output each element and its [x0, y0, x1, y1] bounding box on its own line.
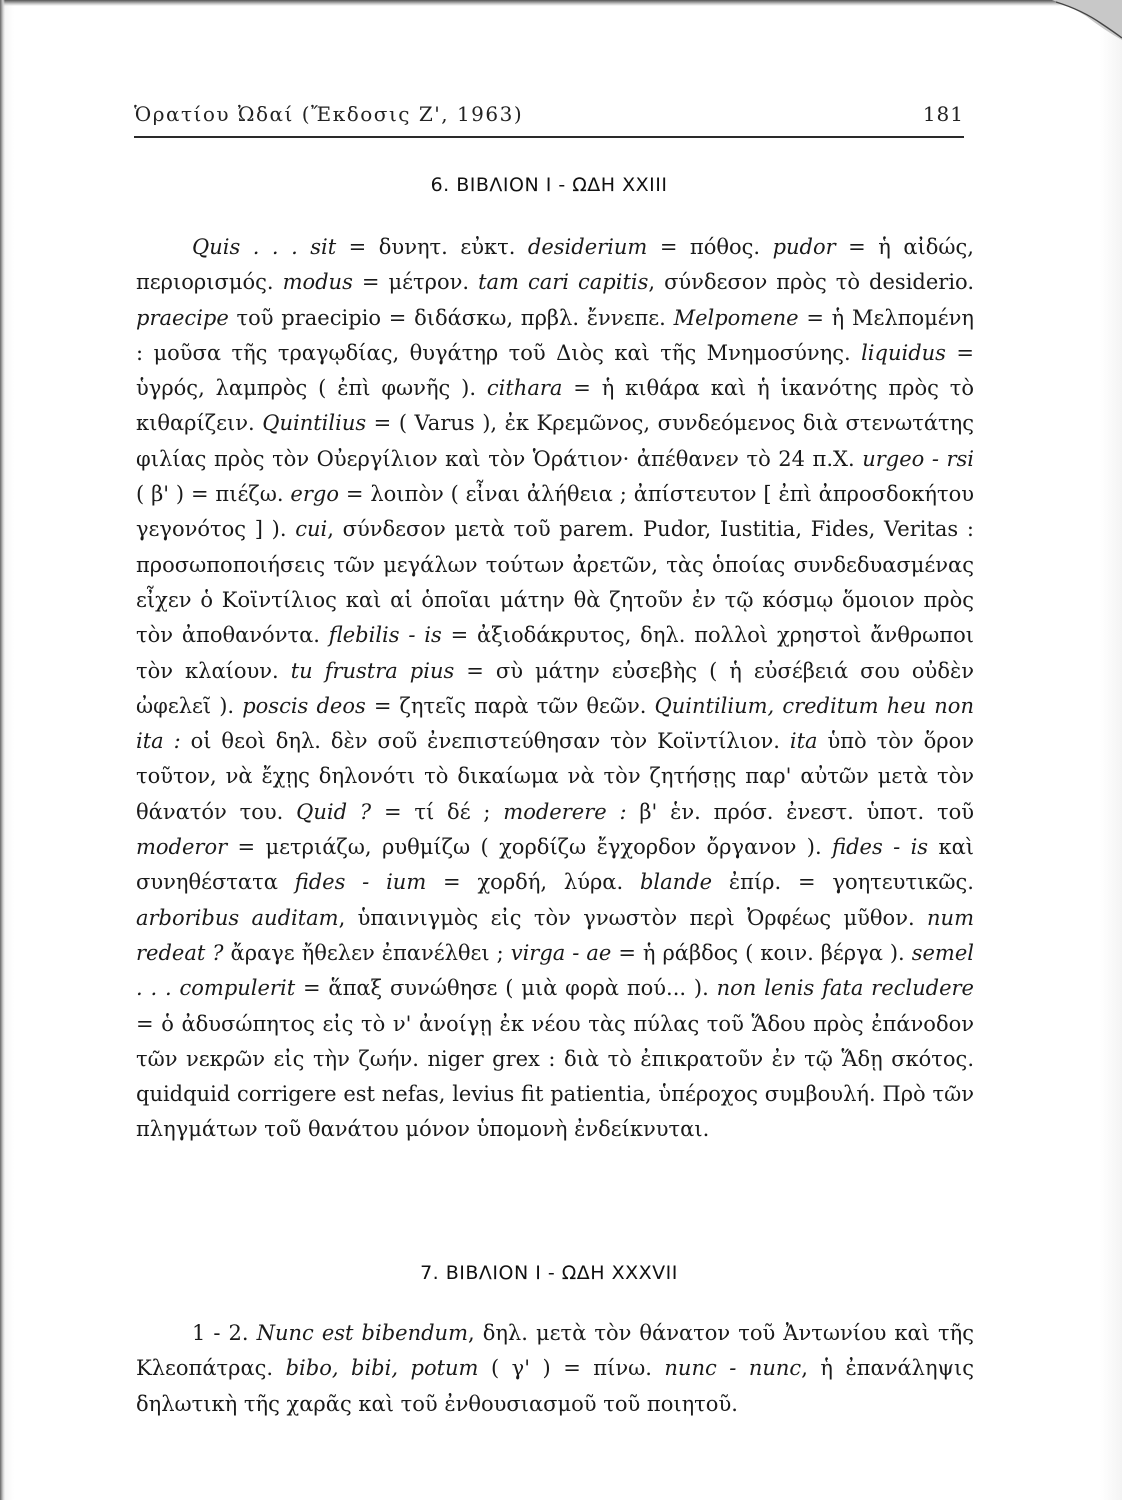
gloss-text: = μέτρον. — [352, 270, 479, 295]
gloss-text: ἐπίρ. = γοητευτικῶς. — [712, 870, 974, 895]
gloss-text: καὶ συνηθέστατα — [136, 835, 975, 895]
gloss-text: = πόθος. — [647, 235, 773, 259]
commentary-paragraph — [136, 230, 974, 1148]
latin-lemma: semel . . . compulerit — [136, 940, 974, 1001]
gloss-text: = σὺ μάτην εὐσεβὴς ( ἡ εὐσέβειά σου οὐδὲν ὠφελεῖ ). — [136, 658, 975, 718]
latin-lemma: cithara — [486, 376, 563, 401]
latin-lemma: Nunc est bibendum — [256, 1321, 468, 1345]
latin-lemma: desiderium — [527, 235, 648, 259]
section-body-ode-37 — [136, 1316, 974, 1422]
section-body-ode-23 — [136, 230, 974, 1148]
gloss-text: = δυνητ. εὐκτ. — [336, 235, 528, 259]
gloss-text: ( β' ) = πιέζω. — [136, 482, 291, 507]
gloss-text: = χορδή, λύρα. — [426, 870, 640, 895]
gloss-text: , δηλ. μετὰ τὸν θάνατον τοῦ Ἀντωνίου καὶ τῆς Κλεοπάτρας. — [136, 1321, 974, 1381]
latin-lemma: moderere : — [503, 799, 627, 824]
gloss-text: ( γ' ) = πίνω. — [478, 1356, 665, 1381]
gloss-text: = ἡ αἰδώς, περιορισμός. — [136, 235, 974, 295]
gloss-text: οἱ θεοὶ δηλ. δὲν σοῦ ἐνεπιστεύθησαν τὸν Κοϊντίλιον. — [180, 729, 790, 754]
gloss-text: = ἡ ράβδος ( κοιν. βέργα ). — [611, 940, 912, 965]
gloss-text: ἄραγε ἤθελεν ἐπανέλθει ; — [223, 940, 511, 965]
latin-lemma: praecipe — [136, 305, 229, 330]
latin-lemma: flebilis - is — [328, 623, 442, 648]
latin-lemma: pudor — [772, 235, 836, 259]
latin-lemma: Quintilius — [262, 411, 367, 436]
gloss-text: , ὑπαινιγμὸς εἰς τὸν γνωστὸν περὶ Ὀρφέως μῦθον. — [338, 905, 928, 930]
latin-lemma: poscis deos — [242, 693, 366, 718]
gloss-text: = ὁ ἀδυσώπητος εἰς τὸ ν' ἀνοίγῃ ἐκ νέου τὰς πύλας τοῦ Ἅδου πρὸς ἐπάνοδον τῶν νεκρῶν εἰς τὴν ζωήν. niger grex : διὰ τὸ ἐπικρατοῦν ἐν τῷ Ἅδῃ σκότος. quidquid corrigere est nefas, levius fit patientia, ὑπέροχος συμβουλή. Πρὸ τῶν πληγμάτων τοῦ θανάτου μόνον ὑπομονὴ ἐνδείκνυται. — [136, 1011, 974, 1142]
scan-edge-top — [0, 0, 1122, 6]
latin-lemma: arboribus auditam — [136, 905, 339, 930]
gloss-text: = ἡ Μελπομένη : μοῦσα τῆς τραγῳδίας, θυγάτηρ τοῦ Διὸς καὶ τῆς Μνημοσύνης. — [136, 305, 974, 365]
latin-lemma: nunc - nunc — [664, 1356, 802, 1381]
latin-lemma: modus — [282, 270, 353, 295]
gloss-text: = μετριάζω, ρυθμίζω ( χορδίζω ἔγχορδον ὄργανον ). — [227, 835, 833, 860]
gloss-text: τοῦ praecipio = διδάσκω, πρβλ. ἔννεπε. — [228, 305, 674, 330]
page-corner-fold — [1052, 0, 1122, 44]
gloss-text: = τί δέ ; — [371, 799, 504, 824]
latin-lemma: tu frustra pius — [290, 658, 455, 683]
commentary-paragraph — [136, 1316, 974, 1422]
gloss-text: , ἡ ἐπανάληψις δηλωτικὴ τῆς χαρᾶς καὶ τοῦ ἐνθουσιασμοῦ τοῦ ποιητοῦ. — [136, 1356, 974, 1416]
latin-lemma: bibo, bibi, potum — [285, 1356, 479, 1381]
scan-edge-left — [0, 0, 5, 1500]
latin-lemma: urgeo - rsi — [862, 446, 974, 471]
latin-lemma: ita — [789, 729, 818, 754]
gloss-text: = ὑγρός, λαμπρὸς ( ἐπὶ φωνῆς ). — [136, 340, 974, 401]
gloss-text: = λοιπὸν ( εἶναι ἀλήθεια ; ἀπίστευτον [ ἐπὶ ἀπροσδοκήτου γεγονότος ] ). — [136, 482, 975, 542]
running-head-title: Ὁρατίου Ὠδαί (Ἔκδοσις Ζ', 1963) — [134, 102, 524, 126]
latin-lemma: tam cari capitis — [478, 270, 649, 295]
latin-lemma: fides - ium — [294, 870, 427, 895]
gloss-text: , σύνδεσον πρὸς τὸ desiderio. — [648, 270, 974, 295]
latin-lemma: blande — [639, 870, 713, 895]
gloss-text: ὑπὸ τὸν ὅρον τοῦτον, νὰ ἔχῃς δηλονότι τὸ δικαίωμα νὰ τὸν ζητήσῃς παρ' αὐτῶν μετὰ τὸν θάνατόν του. — [136, 729, 974, 824]
latin-lemma: Quid ? — [296, 799, 372, 824]
latin-lemma: liquidus — [861, 340, 946, 365]
gloss-text: = ( Varus ), ἐκ Κρεμῶνος, συνδεόμενος διὰ στενωτάτης φιλίας πρὸς τὸν Οὐεργίλιον καὶ τὸν Ὁράτιον· ἀπέθανεν τὸ 24 π.Χ. — [136, 411, 974, 471]
section-heading-ode-37: 7. ΒΙΒΛΙΟΝ Ι - ΩΔΗ XXXVII — [420, 1262, 678, 1284]
header-rule — [134, 136, 964, 138]
gloss-text: β' ἑν. πρόσ. ἐνεστ. ὑποτ. τοῦ — [626, 799, 974, 824]
gloss-text: 1 - 2. — [192, 1321, 257, 1345]
latin-lemma: non lenis fata recludere — [716, 976, 974, 1001]
gloss-text: = ἡ κιθάρα καὶ ἡ ἱκανότης πρὸς τὸ κιθαρίζειν. — [136, 376, 974, 436]
latin-lemma: Melpomene — [673, 305, 799, 330]
latin-lemma: Quintilium, creditum heu non ita : — [136, 693, 974, 754]
latin-lemma: Quis . . . sit — [192, 235, 337, 259]
gloss-text: , σύνδεσον μετὰ τοῦ parem. Pudor, Iustitia, Fides, Veritas : προσωποποιήσεις τῶν μεγάλων τούτων ἀρετῶν, τὰς ὁποίας συνδεδυασμένας εἶχεν ὁ Κοϊντίλιος καὶ αἱ ὁποῖαι μάτην θὰ ζητοῦν ἐν τῷ κόσμῳ ὅμοιον πρὸς τὸν ἀποθανόντα. — [136, 517, 974, 648]
latin-lemma: ergo — [290, 482, 339, 507]
latin-lemma: num redeat ? — [136, 905, 974, 965]
gloss-text: = ἀξιοδάκρυτος, δηλ. πολλοὶ χρηστοὶ ἄνθρωποι τὸν κλαίουν. — [136, 623, 974, 683]
page-number: 181 — [922, 102, 964, 126]
latin-lemma: moderor — [136, 835, 228, 860]
gloss-text: = ζητεῖς παρὰ τῶν θεῶν. — [365, 693, 655, 718]
latin-lemma: virga - ae — [510, 940, 612, 965]
section-heading-ode-23: 6. ΒΙΒΛΙΟΝ Ι - ΩΔΗ XXIII — [430, 174, 668, 196]
running-head — [134, 98, 964, 134]
gloss-text: = ἅπαξ συνώθησε ( μιὰ φορὰ πού... ). — [295, 976, 717, 1001]
latin-lemma: fides - is — [832, 835, 929, 860]
latin-lemma: cui — [295, 517, 328, 542]
